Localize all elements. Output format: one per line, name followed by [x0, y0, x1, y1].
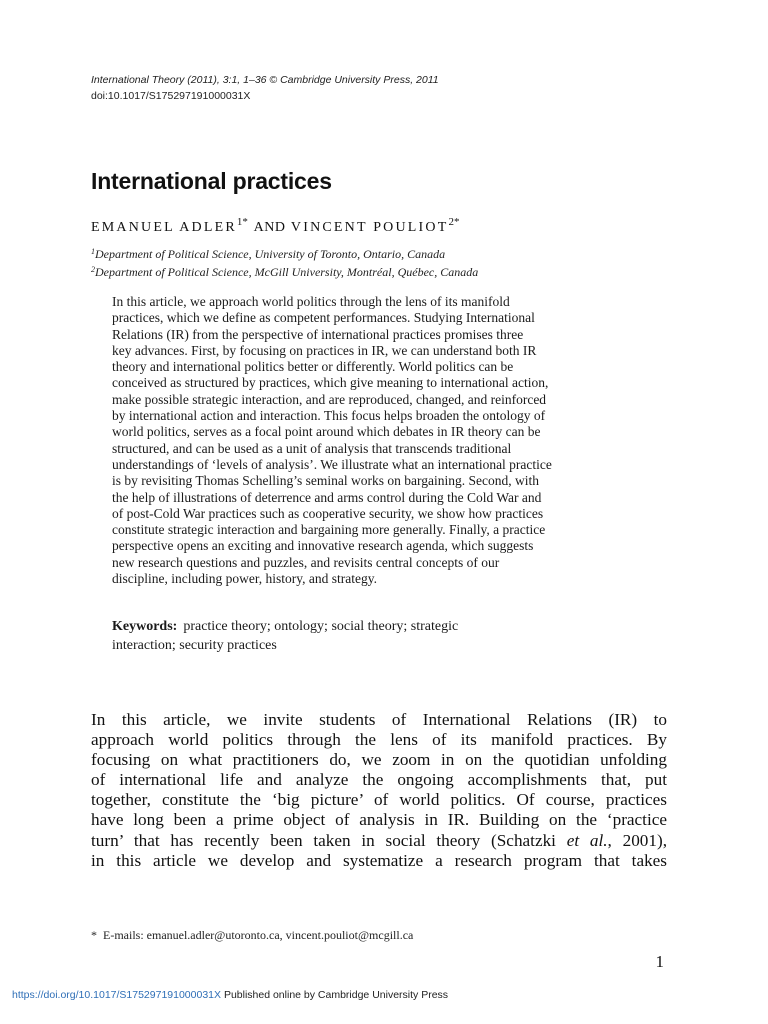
abstract-line: practices, which we define as competent performances. Studying International [112, 310, 535, 326]
abstract-line: by international action and interaction. This focus helps broaden the ontology of [112, 408, 546, 424]
abstract-line: Relations (IR) from the perspective of international practices promises three [112, 326, 524, 342]
body-line: have long been a prime object of analysis in IR. Building on the ‘practice [91, 810, 667, 830]
journal-header [91, 72, 439, 104]
abstract-line: understandings of ‘levels of analysis’. We illustrate what an international practice [112, 456, 552, 472]
abstract-line: of post-Cold War practices such as cooperative security, we show how practices [112, 505, 544, 521]
footnote [91, 928, 413, 943]
author-mark-adler: 1* [236, 216, 248, 228]
body-line: focusing on what practitioners do, we zoom in on the quotidian unfolding [91, 750, 667, 770]
abstract-line: the help of illustrations of deterrence and arms control during the Cold War and [112, 489, 542, 505]
article-doi: doi:10.1017/S175297191000031X [91, 90, 251, 102]
journal-citation: International Theory (2011), 3:1, 1–36 © Cambridge University Press, 2011 [91, 74, 439, 86]
body-line: of international life and analyze the ongoing accomplishments that, put [91, 770, 667, 790]
abstract-line: structured, and can be used as a unit of analysis that transcends traditional [112, 440, 512, 456]
keywords [112, 617, 632, 655]
body-line: In this article, we invite students of International Relations (IR) to [91, 710, 667, 729]
abstract [112, 294, 652, 587]
footnote-mark: * [91, 928, 97, 942]
affiliation-text: Department of Political Science, McGill University, Montréal, Québec, Canada [95, 265, 479, 279]
body-paragraph [91, 710, 667, 871]
keywords-list-continued: interaction; security practices [112, 638, 277, 653]
affiliation-mcgill [91, 262, 478, 280]
body-line: together, constitute the ‘big picture’ of world politics. Of course, practices [91, 790, 667, 810]
abstract-line: conceived as structured by practices, which give meaning to international action, [112, 375, 549, 391]
author-name-adler: EMANUEL ADLER [91, 220, 237, 235]
author-name-pouliot: VINCENT POULIOT [290, 220, 449, 235]
abstract-line: key advances. First, by focusing on practices in IR, we can understand both IR [112, 342, 537, 358]
body-line: approach world politics through the lens of its manifold practices. By [91, 730, 667, 750]
body-line: in this article we develop and systematize a research program that takes [91, 850, 667, 870]
author-conjunction: AND [253, 220, 286, 235]
keywords-label: Keywords: [112, 619, 178, 634]
footnote-text: E-mails: emanuel.adler@utoronto.ca, vincent.pouliot@mcgill.ca [103, 928, 414, 942]
abstract-line: perspective opens an exciting and innovative research agenda, which suggests [112, 538, 534, 554]
abstract-line: new research questions and puzzles, and revisits central concepts of our [112, 554, 500, 570]
body-line: turn’ that has recently been taken in social theory (Schatzki et al., 2001), [91, 830, 667, 850]
author-mark-pouliot: 2* [448, 216, 460, 228]
affiliation-toronto [91, 244, 478, 262]
author-line [91, 216, 459, 236]
abstract-line: In this article, we approach world politics through the lens of its manifold [112, 294, 510, 309]
affiliation-text: Department of Political Science, University of Toronto, Ontario, Canada [95, 247, 446, 261]
abstract-line: constitute strategic interaction and bargaining more generally. Finally, a practice [112, 522, 546, 538]
abstract-line: world politics, serves as a focal point around which debates in IR theory can be [112, 424, 541, 440]
abstract-line: theory and international politics better or differently. World politics can be [112, 359, 514, 375]
keywords-list: practice theory; ontology; social theory; strategic [183, 619, 459, 634]
page-number: 1 [655, 952, 664, 971]
affiliation-mark: 2 [91, 265, 95, 274]
abstract-line: is by revisiting Thomas Schelling’s seminal works on bargaining. Second, with [112, 473, 539, 489]
doi-link[interactable]: https://doi.org/10.1017/S175297191000031X [12, 989, 222, 1001]
abstract-line: make possible strategic interaction, and are reproduced, changed, and reinforced [112, 391, 547, 407]
affiliations [91, 244, 478, 280]
et-al-italic: et al. [566, 830, 608, 850]
publisher-footer [12, 989, 448, 1001]
published-online-text: Published online by Cambridge University Press [223, 989, 449, 1001]
affiliation-mark: 1 [91, 247, 95, 256]
abstract-line: discipline, including power, history, and strategy. [112, 571, 378, 587]
article-title: International practices [91, 168, 332, 194]
